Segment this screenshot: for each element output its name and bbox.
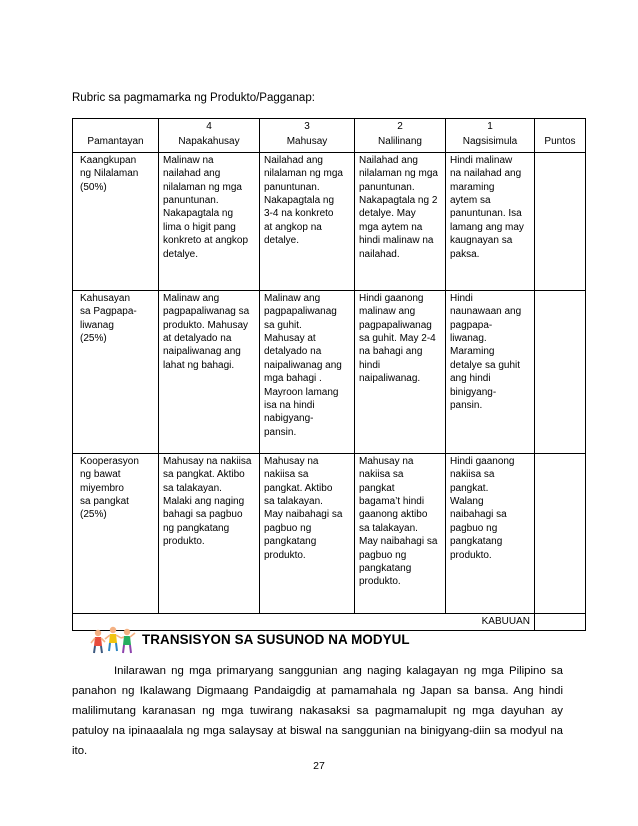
- total-label: KABUUAN: [73, 613, 535, 630]
- cell-line: pagbuo ng: [359, 549, 407, 561]
- cell-line: bahagi sa pagbuo: [163, 509, 243, 521]
- cell-line: Mahusay na: [264, 455, 319, 467]
- cell-line: detalye.: [264, 235, 300, 247]
- points-cell: [535, 453, 586, 613]
- cell-line: Mahusay na nakiisa: [163, 455, 252, 467]
- cell-line: at detalyado na: [163, 333, 232, 345]
- level-2-cell: [355, 152, 446, 290]
- cell-line: nakiisa sa: [450, 469, 495, 481]
- rubric-table: [72, 118, 586, 631]
- cell-line: sa talakayan.: [163, 482, 222, 494]
- cell-line: Malaki ang naging: [163, 496, 245, 508]
- cell-line: konkreto at angkop: [163, 235, 249, 247]
- cell-line: pagbuo ng: [450, 522, 498, 534]
- cell-line: (50%): [80, 181, 107, 193]
- cell-line: Maraming: [450, 346, 495, 358]
- cell-line: ng Nilalaman: [80, 168, 139, 180]
- cell-line: ng pangkatang: [163, 522, 230, 534]
- cell-line: produkto.: [163, 536, 205, 548]
- transition-paragraph: Inilarawan ng mga primaryang sanggunian ang naging kalagayan ng mga Pilipino sa panahon ng Ikalawang Digmaang Pandaigdig at pamamahala ng Japan sa bansa. Ang hindi malilimutang karanasan ng mga tuwirang nakasaksi sa pagmamalupit ng mga dayuhan ay patuloy na ipinaaalala ng mga salaysay at biswal na sanggunian na binigyang-diin sa modyul na ito.: [72, 665, 563, 757]
- rubric-header-row: [73, 119, 586, 153]
- cell-line: bagama’t hindi: [359, 496, 425, 508]
- cell-line: aytem sa: [450, 195, 491, 207]
- cell-line: Nakapagtala ng 2: [359, 195, 438, 207]
- cell-line: pangkat: [359, 482, 395, 494]
- level-1-cell: [446, 290, 535, 453]
- header-level-3: 3 Mahusay: [260, 119, 355, 153]
- cell-line: detalye sa guhit: [450, 359, 521, 371]
- cell-line: nakiisa sa: [359, 469, 404, 481]
- cell-line: pangkatang: [450, 536, 503, 548]
- cell-line: pansin.: [450, 400, 483, 412]
- rubric-title: Rubric sa pagmamarka ng Produkto/Pagganap:: [72, 92, 315, 104]
- cell-line: na nailahad ang: [450, 168, 522, 180]
- cell-line: sa talakayan.: [359, 522, 418, 534]
- cell-line: Nakapagtala ng: [264, 195, 335, 207]
- cell-line: detalye.: [163, 248, 199, 260]
- cell-line: Malinaw ang: [264, 292, 321, 304]
- level-1-cell: [446, 152, 535, 290]
- cell-line: Nailahad ang: [359, 154, 418, 166]
- cell-line: Kahusayan: [80, 292, 131, 304]
- cell-line: lamang ang may: [450, 221, 524, 233]
- criterion-cell: [73, 453, 159, 613]
- cell-line: Mayroon lamang: [264, 386, 339, 398]
- cell-line: 3-4 na konkreto: [264, 208, 334, 220]
- header-criteria: Pamantayan: [73, 119, 159, 153]
- cell-line: at angkop na: [264, 221, 322, 233]
- cell-line: malinaw ang: [359, 306, 416, 318]
- cell-line: mga aytem na: [359, 221, 423, 233]
- cell-line: nilalaman ng mga: [264, 168, 343, 180]
- cell-line: miyembro: [80, 482, 124, 494]
- cell-line: naipaliwanag ang: [264, 359, 342, 371]
- level-1-cell: [446, 453, 535, 613]
- cell-line: panuntunan.: [359, 181, 415, 193]
- cell-line: naipaliwanag.: [359, 373, 421, 385]
- level-3-cell: [260, 152, 355, 290]
- cell-line: Kooperasyon: [80, 455, 139, 467]
- cell-line: liwanag.: [450, 333, 487, 345]
- cell-line: pagpapa-: [450, 319, 493, 331]
- cell-line: kaugnayan sa: [450, 235, 513, 247]
- cell-line: May naibahagi sa: [359, 536, 438, 548]
- criterion-cell: [73, 290, 159, 453]
- cell-line: pagbuo ng: [264, 522, 312, 534]
- cell-line: nabigyang-: [264, 413, 314, 425]
- cell-line: lima o higit pang: [163, 221, 236, 233]
- cell-line: pagpapaliwanag: [359, 319, 432, 331]
- cell-line: Walang: [450, 496, 484, 508]
- cell-line: hindi malinaw na: [359, 235, 434, 247]
- cell-line: Hindi gaanong: [450, 455, 515, 467]
- cell-line: nailahad ang: [163, 168, 221, 180]
- cell-line: panuntunan.: [163, 195, 219, 207]
- points-cell: [535, 290, 586, 453]
- cell-line: Malinaw ang: [163, 292, 220, 304]
- cell-line: Hindi gaanong: [359, 292, 424, 304]
- cell-line: paksa.: [450, 248, 480, 260]
- cell-line: detalyado na: [264, 346, 322, 358]
- cell-line: sa pangkat: [80, 496, 129, 508]
- cell-line: lahat ng bahagi.: [163, 359, 235, 371]
- level-2-cell: [355, 453, 446, 613]
- cell-line: pagpapaliwanag: [264, 306, 337, 318]
- cell-line: Hindi malinaw: [450, 154, 513, 166]
- cell-line: gaanong aktibo: [359, 509, 428, 521]
- children-icon: [90, 624, 136, 654]
- rubric-row-explanation: [73, 290, 586, 453]
- cell-line: produkto. Mahusay: [163, 319, 249, 331]
- cell-line: na bahagi ang: [359, 346, 423, 358]
- header-level-1: 1 Nagsisimula: [446, 119, 535, 153]
- cell-line: sa Pagpapa-: [80, 306, 137, 318]
- rubric-row-cooperation: [73, 453, 586, 613]
- level-4-cell: [159, 290, 260, 453]
- cell-line: May naibahagi sa: [264, 509, 343, 521]
- level-3-cell: [260, 453, 355, 613]
- cell-line: produkto.: [450, 549, 492, 561]
- cell-line: isa na hindi: [264, 400, 315, 412]
- cell-line: Hindi: [450, 292, 473, 304]
- cell-line: pangkat.: [450, 482, 489, 494]
- cell-line: (25%): [80, 333, 107, 345]
- cell-line: hindi: [359, 359, 381, 371]
- cell-line: sa pangkat. Aktibo: [163, 469, 245, 481]
- cell-line: liwanag: [80, 319, 114, 331]
- cell-line: pansin.: [264, 426, 297, 438]
- cell-line: sa talakayan.: [264, 496, 323, 508]
- cell-line: naipaliwanag ang: [163, 346, 241, 358]
- level-2-cell: [355, 290, 446, 453]
- criterion-cell: [73, 152, 159, 290]
- cell-line: mga bahagi .: [264, 373, 322, 385]
- cell-line: ang hindi: [450, 373, 491, 385]
- cell-line: naunawaan ang: [450, 306, 522, 318]
- cell-line: pangkatang: [359, 563, 412, 575]
- transition-header: [90, 624, 410, 654]
- cell-line: sa guhit. May 2-4: [359, 333, 436, 345]
- cell-line: detalye. May: [359, 208, 416, 220]
- level-3-cell: [260, 290, 355, 453]
- cell-line: Nailahad ang: [264, 154, 323, 166]
- points-cell: [535, 152, 586, 290]
- cell-line: Nakapagtala ng: [163, 208, 234, 220]
- cell-line: panuntunan.: [264, 181, 320, 193]
- cell-line: sa guhit.: [264, 319, 302, 331]
- cell-line: binigyang-: [450, 386, 497, 398]
- cell-line: Kaangkupan: [80, 154, 137, 166]
- cell-line: Malinaw na: [163, 154, 214, 166]
- cell-line: pangkat. Aktibo: [264, 482, 333, 494]
- cell-line: panuntunan. Isa: [450, 208, 522, 220]
- cell-line: Mahusay na: [359, 455, 414, 467]
- cell-line: produkto.: [264, 549, 306, 561]
- cell-line: nakiisa sa: [264, 469, 309, 481]
- cell-line: Mahusay at: [264, 333, 316, 345]
- header-level-4: 4 Napakahusay: [159, 119, 260, 153]
- level-4-cell: [159, 453, 260, 613]
- rubric-row-content: [73, 152, 586, 290]
- cell-line: nilalaman ng mga: [163, 181, 242, 193]
- level-4-cell: [159, 152, 260, 290]
- cell-line: ng bawat: [80, 469, 121, 481]
- cell-line: nailahad.: [359, 248, 400, 260]
- cell-line: (25%): [80, 509, 107, 521]
- cell-line: naibahagi sa: [450, 509, 507, 521]
- cell-line: pangkatang: [264, 536, 317, 548]
- cell-line: produkto.: [359, 576, 401, 588]
- total-points-cell: [535, 613, 586, 630]
- cell-line: maraming: [450, 181, 495, 193]
- cell-line: pagpapaliwanag sa: [163, 306, 250, 318]
- page-number: 27: [313, 760, 325, 772]
- header-points: Puntos: [535, 119, 586, 153]
- cell-line: nilalaman ng mga: [359, 168, 438, 180]
- header-level-2: 2 Nalilinang: [355, 119, 446, 153]
- transition-heading: TRANSISYON SA SUSUNOD NA MODYUL: [142, 631, 410, 647]
